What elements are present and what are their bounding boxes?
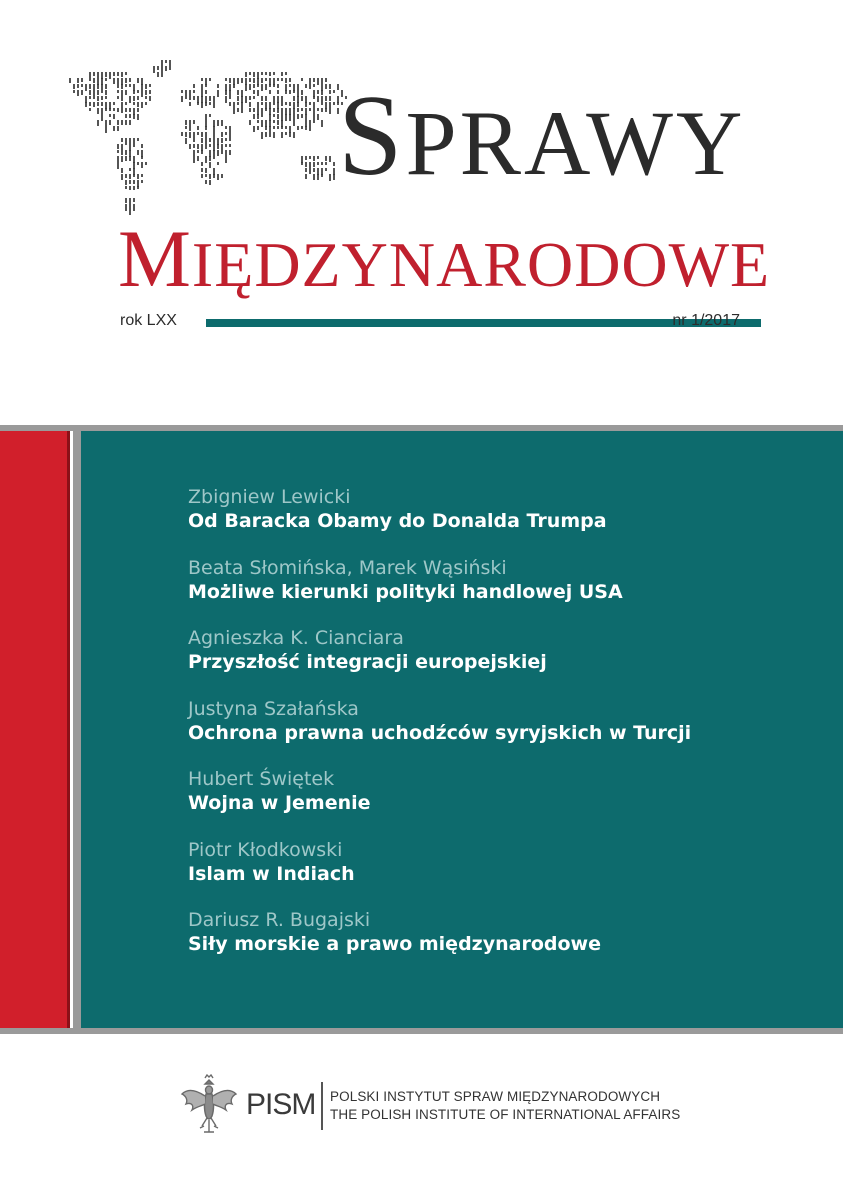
band-bottom-rule — [0, 1028, 843, 1034]
issue-number: nr 1/2017 — [672, 312, 740, 329]
toc-entry — [188, 627, 808, 698]
article-author: Zbigniew Lewicki — [188, 486, 351, 508]
red-side-strip — [0, 431, 70, 1028]
gray-separator — [73, 431, 81, 1028]
toc-entry — [188, 909, 808, 980]
article-title: Od Baracka Obamy do Donalda Trumpa — [188, 510, 607, 532]
title-rest: PRAWY — [405, 92, 746, 194]
polish-eagle-icon — [178, 1074, 240, 1138]
toc-entry — [188, 698, 808, 769]
article-title: Możliwe kierunki polityki handlowej USA — [188, 580, 623, 603]
volume-year: rok LXX — [120, 312, 177, 329]
article-title: Islam w Indiach — [188, 862, 355, 885]
publisher-footer — [178, 1074, 698, 1138]
article-author: Agnieszka K. Cianciara — [188, 627, 404, 649]
world-map-lines-icon — [62, 58, 382, 226]
institute-name — [330, 1088, 680, 1124]
institute-name-english: THE POLISH INSTITUTE OF INTERNATIONAL AFFAIRS — [330, 1107, 681, 1122]
issue-meta-row — [120, 312, 740, 334]
article-author: Justyna Szałańska — [188, 697, 359, 720]
journal-title-miedzynarodowe — [118, 213, 771, 304]
toc-entry — [188, 486, 808, 557]
footer-divider — [321, 1082, 323, 1130]
title-initial: S — [338, 72, 406, 200]
world-map-logo — [62, 58, 382, 226]
article-title: Siły morskie a prawo międzynarodowe — [188, 933, 601, 955]
journal-title-sprawy — [338, 72, 746, 200]
article-title: Przyszłość integracji europejskiej — [188, 651, 547, 673]
table-of-contents — [188, 486, 808, 980]
article-title: Wojna w Jemenie — [188, 792, 371, 814]
toc-entry — [188, 768, 808, 839]
pism-abbreviation: PISM — [246, 1088, 316, 1121]
institute-name-polish: POLSKI INSTYTUT SPRAW MIĘDZYNARODOWYCH — [330, 1089, 661, 1104]
article-author: Hubert Świętek — [188, 768, 335, 790]
toc-entry — [188, 557, 808, 628]
article-author: Dariusz R. Bugajski — [188, 909, 371, 931]
title-initial: M — [118, 213, 192, 304]
article-title: Ochrona prawna uchodźców syryjskich w Turcji — [188, 721, 692, 744]
toc-entry — [188, 839, 808, 910]
article-author: Piotr Kłodkowski — [188, 838, 343, 861]
title-rest: IĘDZYNARODOWE — [191, 229, 771, 300]
article-author: Beata Słomińska, Marek Wąsiński — [188, 556, 507, 579]
